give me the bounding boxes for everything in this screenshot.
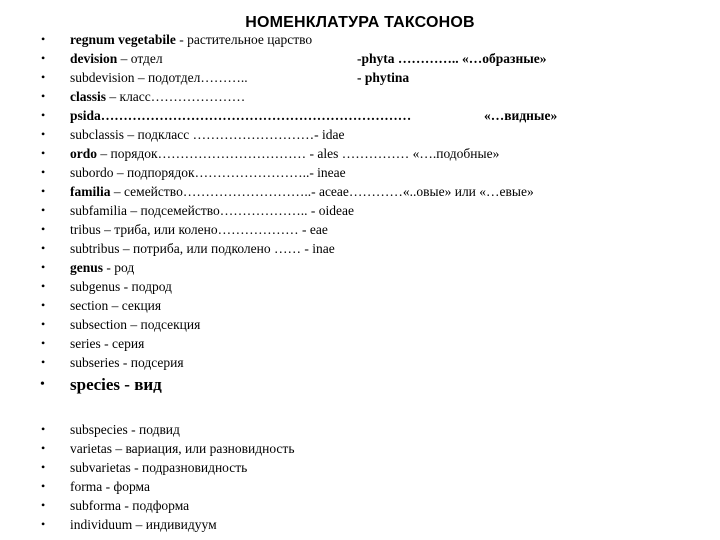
list-item xyxy=(0,374,720,396)
description: – отдел xyxy=(117,51,163,66)
list-item xyxy=(0,49,720,68)
bullet-icon: • xyxy=(41,336,46,350)
term: regnum vegetabile xyxy=(70,32,176,47)
list-item xyxy=(0,296,720,315)
bullet-icon: • xyxy=(41,127,46,141)
bullet-icon: • xyxy=(41,89,46,103)
description: subspecies - подвид xyxy=(70,422,180,437)
list-item xyxy=(0,87,720,106)
term: familia xyxy=(70,184,111,199)
description: subfamilia – подсемейство……………….. - oideae xyxy=(70,203,354,218)
bullet-icon: • xyxy=(41,241,46,255)
description: subvarietas - подразновидность xyxy=(70,460,248,475)
description: subdevision – подотдел……….. xyxy=(70,70,248,85)
list-item xyxy=(0,106,720,125)
description: subclassis – подкласс ………………………- idae xyxy=(70,127,345,142)
term: ordo xyxy=(70,146,97,161)
description: – порядок…………………………… - ales …………… «….подобные» xyxy=(97,146,500,161)
description: subgenus - подрод xyxy=(70,279,172,294)
term: devision xyxy=(70,51,118,66)
description: tribus – триба, или колено……………… - eae xyxy=(70,222,328,237)
bullet-icon: • xyxy=(41,32,46,46)
list-item xyxy=(0,125,720,144)
list-item xyxy=(0,144,720,163)
page-title: НОМЕНКЛАТУРА ТАКСОНОВ xyxy=(245,14,475,31)
list-item xyxy=(0,277,720,296)
list-item xyxy=(0,477,720,496)
list-item xyxy=(0,182,720,201)
list-item xyxy=(0,515,720,534)
bullet-icon: • xyxy=(41,260,46,274)
bullet-icon: • xyxy=(41,222,46,236)
bullet-icon: • xyxy=(41,422,46,436)
description: subseries - подсерия xyxy=(70,355,184,370)
description: - вид xyxy=(120,375,162,394)
bullet-icon: • xyxy=(41,165,46,179)
description: - растительное царство xyxy=(175,32,313,47)
description: subordo – подпорядок……………………..- ineae xyxy=(70,165,346,180)
bullet-icon: • xyxy=(41,279,46,293)
bullet-icon: • xyxy=(41,298,46,312)
bullet-icon: • xyxy=(41,146,46,160)
suffix: «…видные» xyxy=(484,108,558,123)
list-item xyxy=(0,334,720,353)
description: varietas – вариация, или разновидность xyxy=(70,441,295,456)
description: section – секция xyxy=(70,298,162,313)
list-item xyxy=(0,496,720,515)
description: individuum – индивидуум xyxy=(70,517,217,532)
bullet-icon: • xyxy=(41,517,46,531)
list-item xyxy=(0,258,720,277)
bullet-icon: • xyxy=(40,377,45,392)
bullet-icon: • xyxy=(41,441,46,455)
bullet-icon: • xyxy=(41,70,46,84)
description: – класс………………… xyxy=(106,89,246,104)
list-item xyxy=(0,220,720,239)
description: subsection – подсекция xyxy=(70,317,201,332)
description: – семейство………………………..- aceae…………«..овые» или «…евые» xyxy=(110,184,534,199)
list-item xyxy=(0,420,720,439)
description: subforma - подформа xyxy=(70,498,190,513)
list-item xyxy=(0,353,720,372)
bullet-icon: • xyxy=(41,203,46,217)
description: series - серия xyxy=(70,336,145,351)
bullet-icon: • xyxy=(41,460,46,474)
term: classis xyxy=(70,89,107,104)
bullet-icon: • xyxy=(41,355,46,369)
description: subtribus – потриба, или подколено …… - inae xyxy=(70,241,335,256)
bullet-icon: • xyxy=(41,51,46,65)
suffix: -phyta ………….. «…образные» xyxy=(357,51,547,66)
list-item xyxy=(0,163,720,182)
list-item xyxy=(0,201,720,220)
bullet-icon: • xyxy=(41,498,46,512)
bullet-icon: • xyxy=(41,317,46,331)
list-item xyxy=(0,439,720,458)
list-item xyxy=(0,458,720,477)
list-item xyxy=(0,30,720,49)
suffix: - phytina xyxy=(357,70,410,85)
term: genus xyxy=(70,260,104,275)
list-item xyxy=(0,315,720,334)
bullet-icon: • xyxy=(41,479,46,493)
bullet-icon: • xyxy=(41,108,46,122)
list-item xyxy=(0,68,720,87)
list-item xyxy=(0,239,720,258)
term: psida…………………………………………………………… xyxy=(70,108,412,123)
description: forma - форма xyxy=(70,479,150,494)
term: species xyxy=(70,375,121,394)
description: - род xyxy=(103,260,135,275)
bullet-icon: • xyxy=(41,184,46,198)
